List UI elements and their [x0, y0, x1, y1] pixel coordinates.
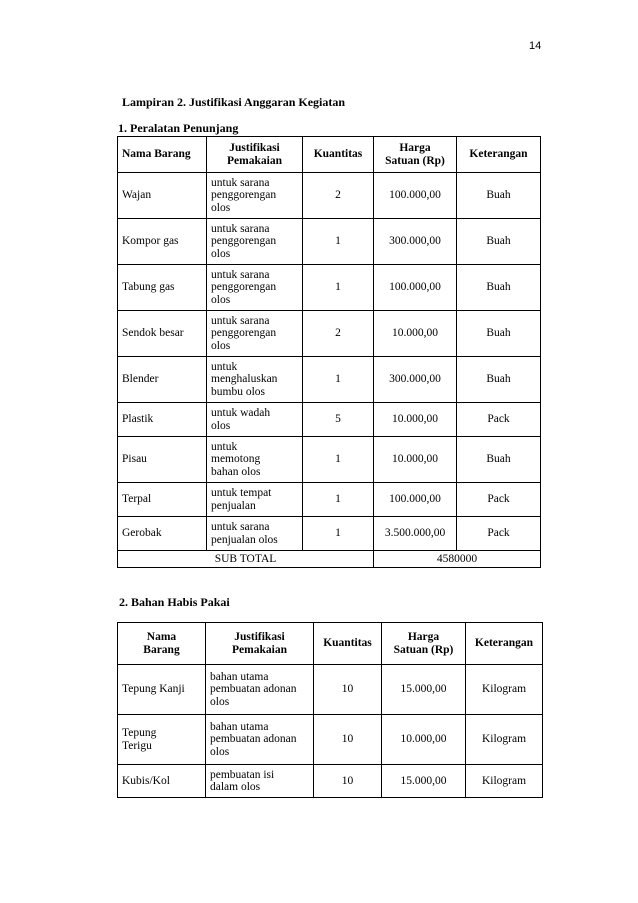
cell-keterangan: Buah: [457, 311, 541, 357]
table-row: [118, 311, 541, 357]
cell-harga: 3.500.000,00: [374, 517, 457, 551]
header-keterangan: Keterangan: [466, 623, 543, 665]
table-row: [118, 403, 541, 437]
cell-justifikasi: [207, 517, 303, 551]
subtotal-value: 4580000: [374, 551, 541, 568]
table-row: [118, 173, 541, 219]
consumables-table: [117, 622, 543, 798]
cell-line: untuk wadah: [211, 407, 271, 419]
cell-keterangan: Kilogram: [466, 765, 543, 798]
cell-nama-barang: [118, 403, 207, 437]
subtotal-label: SUB TOTAL: [118, 551, 374, 568]
table-row: [118, 665, 543, 715]
cell-keterangan: Pack: [457, 517, 541, 551]
table-header-row: [118, 137, 541, 173]
cell-harga: 100.000,00: [374, 265, 457, 311]
cell-line: Terigu: [122, 739, 152, 752]
cell-line: olos: [210, 745, 230, 758]
cell-keterangan: Buah: [457, 173, 541, 219]
cell-keterangan: Buah: [457, 265, 541, 311]
table-row: [118, 765, 543, 798]
cell-justifikasi: [207, 357, 303, 403]
cell-line: Tepung Kanji: [122, 683, 185, 696]
cell-line: bumbu olos: [211, 385, 265, 398]
cell-kuantitas: 2: [303, 173, 374, 219]
cell-nama-barang: [118, 311, 207, 357]
cell-kuantitas: 2: [303, 311, 374, 357]
cell-keterangan: Pack: [457, 403, 541, 437]
cell-line: Tabung gas: [122, 281, 175, 294]
cell-line: olos: [211, 247, 231, 260]
table-row: [118, 517, 541, 551]
cell-harga: 10.000,00: [374, 403, 457, 437]
cell-kuantitas: 1: [303, 219, 374, 265]
cell-line: olos: [211, 419, 231, 432]
page-number: 14: [529, 40, 542, 52]
cell-harga: 300.000,00: [374, 357, 457, 403]
cell-keterangan: Pack: [457, 483, 541, 517]
cell-justifikasi: [207, 219, 303, 265]
cell-line: untuk: [211, 440, 238, 453]
cell-line: untuk sarana: [211, 176, 270, 189]
cell-line: Sendok besar: [122, 327, 184, 340]
cell-kuantitas: 10: [314, 765, 382, 798]
cell-line: untuk sarana: [211, 314, 270, 327]
cell-line: penggorengan: [211, 189, 277, 202]
cell-line: olos: [211, 293, 231, 306]
cell-keterangan: Kilogram: [466, 715, 543, 765]
cell-nama-barang: [118, 665, 206, 715]
cell-kuantitas: 1: [303, 437, 374, 483]
header-kuantitas: Kuantitas: [303, 137, 374, 173]
cell-line: untuk tempat: [211, 487, 272, 499]
cell-line: Tepung: [122, 727, 157, 739]
header-justifikasi: Justifikasi Pemakaian: [206, 623, 314, 665]
cell-line: untuk sarana: [211, 268, 270, 281]
cell-kuantitas: 10: [314, 715, 382, 765]
table-row: [118, 437, 541, 483]
cell-nama-barang: [118, 357, 207, 403]
cell-line: bahan utama: [210, 720, 269, 733]
cell-harga: 10.000,00: [382, 715, 466, 765]
cell-justifikasi: [207, 437, 303, 483]
cell-line: Gerobak: [122, 527, 162, 540]
cell-harga: 10.000,00: [374, 311, 457, 357]
cell-line: olos: [211, 339, 231, 352]
cell-justifikasi: [207, 483, 303, 517]
cell-kuantitas: 1: [303, 517, 374, 551]
cell-harga: 100.000,00: [374, 483, 457, 517]
cell-justifikasi: [206, 765, 314, 798]
cell-nama-barang: [118, 437, 207, 483]
cell-keterangan: Kilogram: [466, 665, 543, 715]
cell-line: olos: [210, 695, 230, 708]
cell-line: Terpal: [122, 493, 152, 506]
cell-harga: 10.000,00: [374, 437, 457, 483]
cell-line: untuk sarana: [211, 521, 270, 533]
cell-justifikasi: [207, 265, 303, 311]
cell-line: penjualan: [211, 499, 256, 512]
header-justifikasi: Justifikasi Pemakaian: [207, 137, 303, 173]
cell-justifikasi: [207, 173, 303, 219]
table-row: [118, 219, 541, 265]
cell-harga: 300.000,00: [374, 219, 457, 265]
cell-nama-barang: [118, 219, 207, 265]
cell-nama-barang: [118, 765, 206, 798]
cell-kuantitas: 1: [303, 265, 374, 311]
cell-line: penggorengan: [211, 281, 277, 294]
cell-line: dalam olos: [210, 781, 261, 793]
table-row: [118, 265, 541, 311]
cell-nama-barang: [118, 483, 207, 517]
header-nama-barang: Nama Barang: [118, 623, 206, 665]
table-row: [118, 715, 543, 765]
cell-harga: 15.000,00: [382, 765, 466, 798]
cell-line: untuk: [211, 360, 238, 373]
cell-line: memotong: [211, 453, 261, 466]
cell-line: Pisau: [122, 453, 147, 466]
cell-line: pembuatan adonan: [210, 733, 297, 746]
cell-kuantitas: 10: [314, 665, 382, 715]
header-harga: Harga Satuan (Rp): [374, 137, 457, 173]
cell-kuantitas: 5: [303, 403, 374, 437]
table-header-row: [118, 623, 543, 665]
cell-line: bahan utama: [210, 670, 269, 683]
cell-line: bahan olos: [211, 465, 261, 478]
consumables-table-body: [118, 665, 543, 798]
cell-justifikasi: [207, 403, 303, 437]
cell-kuantitas: 1: [303, 483, 374, 517]
section1-title: 1. Peralatan Penunjang: [118, 121, 239, 135]
equipment-table: [117, 136, 541, 568]
cell-line: pembuatan adonan: [210, 683, 297, 696]
subtotal-row: [118, 551, 541, 568]
table-row: [118, 483, 541, 517]
cell-keterangan: Buah: [457, 357, 541, 403]
cell-line: Kompor gas: [122, 235, 179, 248]
cell-line: olos: [211, 201, 231, 214]
header-harga: Harga Satuan (Rp): [382, 623, 466, 665]
cell-line: penggorengan: [211, 327, 277, 340]
cell-nama-barang: [118, 715, 206, 765]
cell-line: pembuatan isi: [210, 768, 275, 781]
cell-harga: 15.000,00: [382, 665, 466, 715]
cell-harga: 100.000,00: [374, 173, 457, 219]
cell-keterangan: Buah: [457, 437, 541, 483]
cell-line: Kubis/Kol: [122, 774, 170, 787]
equipment-table-body: [118, 173, 541, 551]
cell-nama-barang: [118, 265, 207, 311]
table-row: [118, 357, 541, 403]
cell-line: untuk sarana: [211, 222, 270, 235]
cell-nama-barang: [118, 517, 207, 551]
cell-kuantitas: 1: [303, 357, 374, 403]
cell-line: penggorengan: [211, 235, 277, 248]
cell-justifikasi: [207, 311, 303, 357]
header-keterangan: Keterangan: [457, 137, 541, 173]
cell-justifikasi: [206, 665, 314, 715]
cell-line: Plastik: [122, 413, 154, 426]
cell-line: Blender: [122, 373, 159, 386]
section2-title: 2. Bahan Habis Pakai: [119, 595, 230, 609]
cell-nama-barang: [118, 173, 207, 219]
cell-line: Wajan: [122, 189, 152, 202]
cell-line: menghaluskan: [211, 373, 278, 386]
cell-keterangan: Buah: [457, 219, 541, 265]
cell-line: penjualan olos: [211, 533, 278, 546]
header-nama-barang: Nama Barang: [118, 137, 207, 173]
document-title: Lampiran 2. Justifikasi Anggaran Kegiatan: [122, 95, 346, 109]
cell-justifikasi: [206, 715, 314, 765]
header-kuantitas: Kuantitas: [314, 623, 382, 665]
